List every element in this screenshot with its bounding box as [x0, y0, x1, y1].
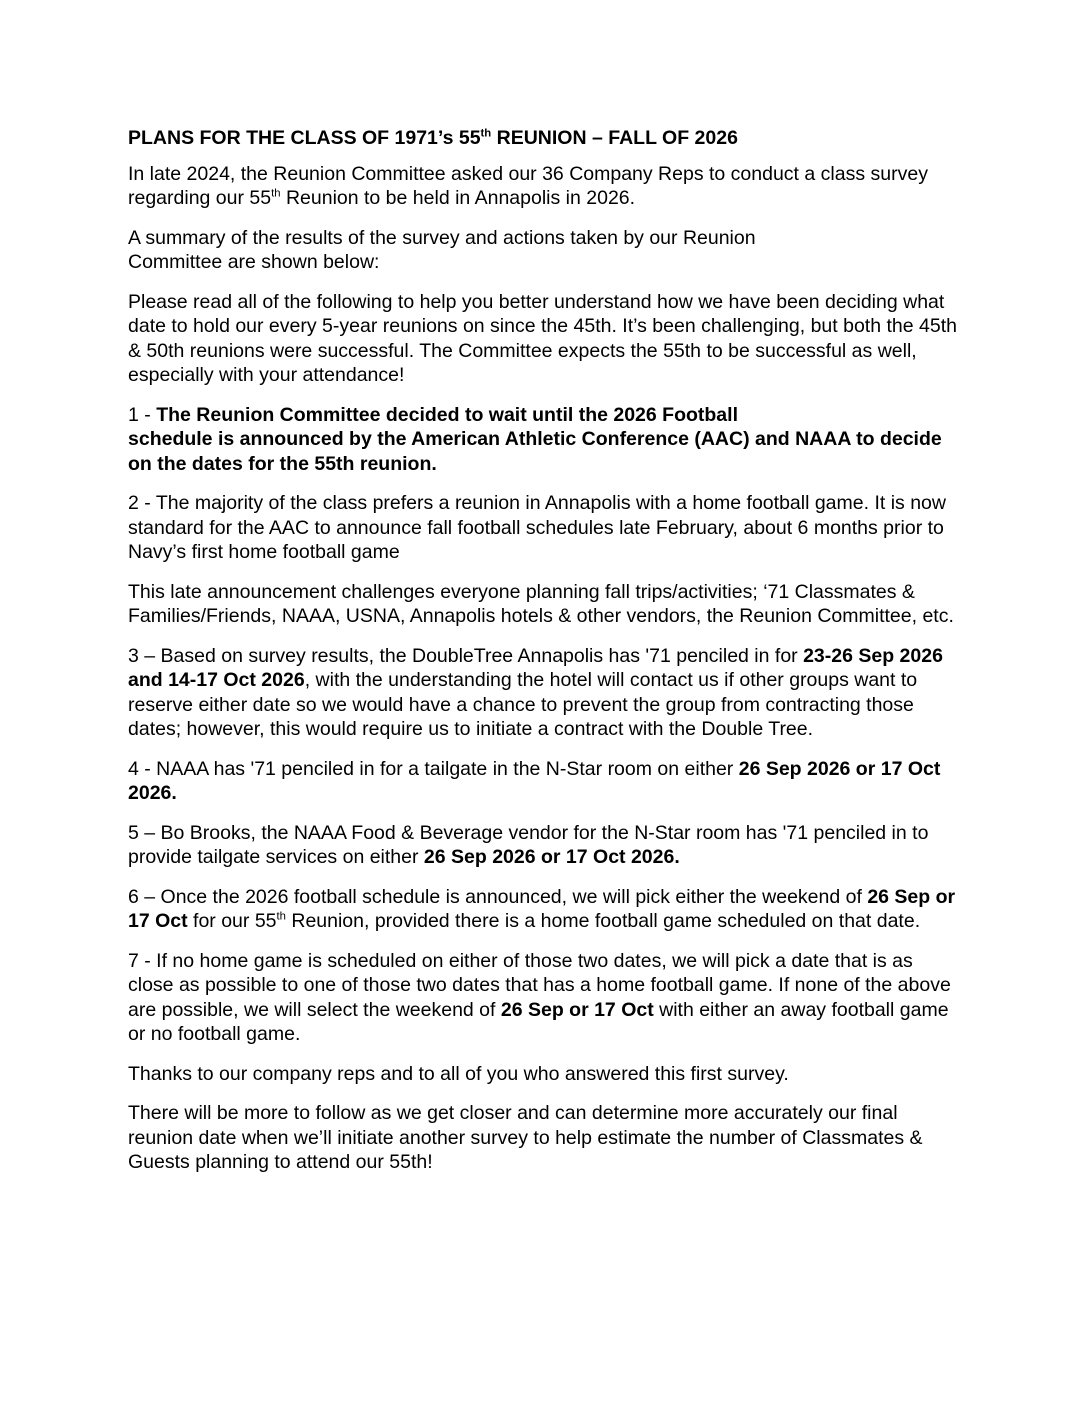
text-run: Reunion to be held in Annapolis in 2026. — [280, 187, 636, 209]
text-run: schedule is announced by the American Athletic Conference (AAC) and NAAA to decide — [128, 428, 942, 450]
document-title — [128, 126, 968, 151]
text-run: 23-26 Sep 2026 — [803, 644, 943, 667]
paragraph-7 — [128, 644, 968, 742]
text-run: for our 55 — [187, 910, 277, 932]
text-run: 3 – Based on survey results, the DoubleTree Annapolis has '71 penciled in for — [128, 644, 804, 667]
paragraph-9 — [128, 821, 968, 870]
text-run: 2026. — [128, 782, 177, 804]
paragraph-10 — [128, 885, 968, 934]
paragraph-13 — [128, 1101, 968, 1175]
paragraph-4 — [128, 403, 968, 477]
superscript-text-run: th — [480, 127, 492, 140]
text-run: Thanks to our company reps and to all of you who answered this first survey. — [128, 1062, 789, 1085]
paragraph-8 — [128, 757, 968, 806]
text-run: 26 Sep 2026 or 17 Oct — [738, 757, 941, 780]
text-run: REUNION – FALL OF 2026 — [491, 127, 738, 149]
text-run: with either an away football game — [653, 998, 949, 1021]
text-run: Reunion, provided there is a home football game scheduled on that date. — [285, 910, 921, 932]
text-run: date to hold our every 5-year reunions on since the 45th. It’s been challenging, but both the 45th — [128, 315, 957, 337]
text-run: 26 Sep or — [867, 885, 956, 908]
text-run: There will be more to follow as we get closer and can determine more accurately our final — [128, 1102, 898, 1124]
text-run: Navy’s first home football game — [128, 541, 400, 563]
text-run: or no football game. — [128, 1023, 301, 1045]
text-run: on the dates for the 55th reunion. — [128, 452, 437, 475]
text-run: & 50th reunions were successful. The Committee expects the 55th to be successful as well, — [128, 339, 917, 362]
text-run: especially with your attendance! — [128, 364, 405, 386]
text-run: A summary of the results of the survey and actions taken by our Reunion — [128, 226, 756, 249]
paragraph-12 — [128, 1062, 968, 1087]
text-run: , with the understanding the hotel will contact us if other groups want to — [304, 669, 918, 691]
text-run: close as possible to one of those two dates that has a home football game. If none of the above — [128, 974, 951, 996]
text-run: are possible, we will select the weekend of — [128, 998, 501, 1021]
text-run: 17 Oct — [128, 910, 188, 932]
text-run: Families/Friends, NAAA, USNA, Annapolis hotels & other vendors, the Reunion Committee, etc. — [128, 605, 954, 627]
paragraph-6 — [128, 580, 968, 629]
paragraph-11 — [128, 949, 968, 1047]
text-run: reserve either date so we would have a chance to prevent the group from contracting those — [128, 693, 914, 716]
text-run: 2 - The majority of the class prefers a reunion in Annapolis with a home football game. It is now — [128, 492, 946, 514]
text-run: Committee are shown below: — [128, 251, 380, 273]
text-run: 6 – Once the 2026 football schedule is announced, we will pick either the weekend of — [128, 885, 868, 908]
text-run: The Reunion Committee decided to wait until the 2026 Football — [156, 403, 738, 426]
text-run: Guests planning to attend our 55th! — [128, 1151, 433, 1173]
text-run: 1 - — [128, 403, 157, 426]
paragraph-3 — [128, 290, 968, 388]
text-run: 26 Sep 2026 or 17 Oct 2026. — [423, 846, 680, 868]
superscript-text-run: th — [271, 187, 281, 200]
text-run: regarding our 55 — [128, 187, 272, 209]
text-run: reunion date when we’ll initiate another survey to help estimate the number of Classmates & — [128, 1126, 923, 1149]
text-run: 7 - If no home game is scheduled on either of those two dates, we will pick a date that is as — [128, 949, 913, 972]
text-run: 26 Sep or 17 Oct — [500, 998, 654, 1021]
paragraph-1 — [128, 162, 968, 211]
text-run: dates; however, this would require us to initiate a contract with the Double Tree. — [128, 718, 814, 740]
text-run: 4 - NAAA has '71 penciled in for a tailgate in the N-Star room on either — [128, 757, 739, 780]
paragraph-2 — [128, 226, 968, 275]
text-run: provide tailgate services on either — [128, 846, 424, 868]
text-run: 5 – Bo Brooks, the NAAA Food & Beverage vendor for the N-Star room has '71 penciled in to — [128, 821, 929, 844]
superscript-text-run: th — [276, 910, 286, 923]
text-run: standard for the AAC to announce fall football schedules late February, about 6 months prior to — [128, 516, 944, 539]
text-run: This late announcement challenges everyone planning fall trips/activities; ‘71 Classmates & — [128, 580, 915, 603]
paragraph-5 — [128, 491, 968, 565]
text-run: and 14-17 Oct 2026 — [128, 669, 305, 691]
document-body — [128, 162, 968, 1175]
text-run: Please read all of the following to help you better understand how we have been deciding what — [128, 290, 945, 313]
text-run: In late 2024, the Reunion Committee asked our 36 Company Reps to conduct a class survey — [128, 162, 928, 185]
text-run: PLANS FOR THE CLASS OF 1971’s 55 — [128, 127, 481, 149]
